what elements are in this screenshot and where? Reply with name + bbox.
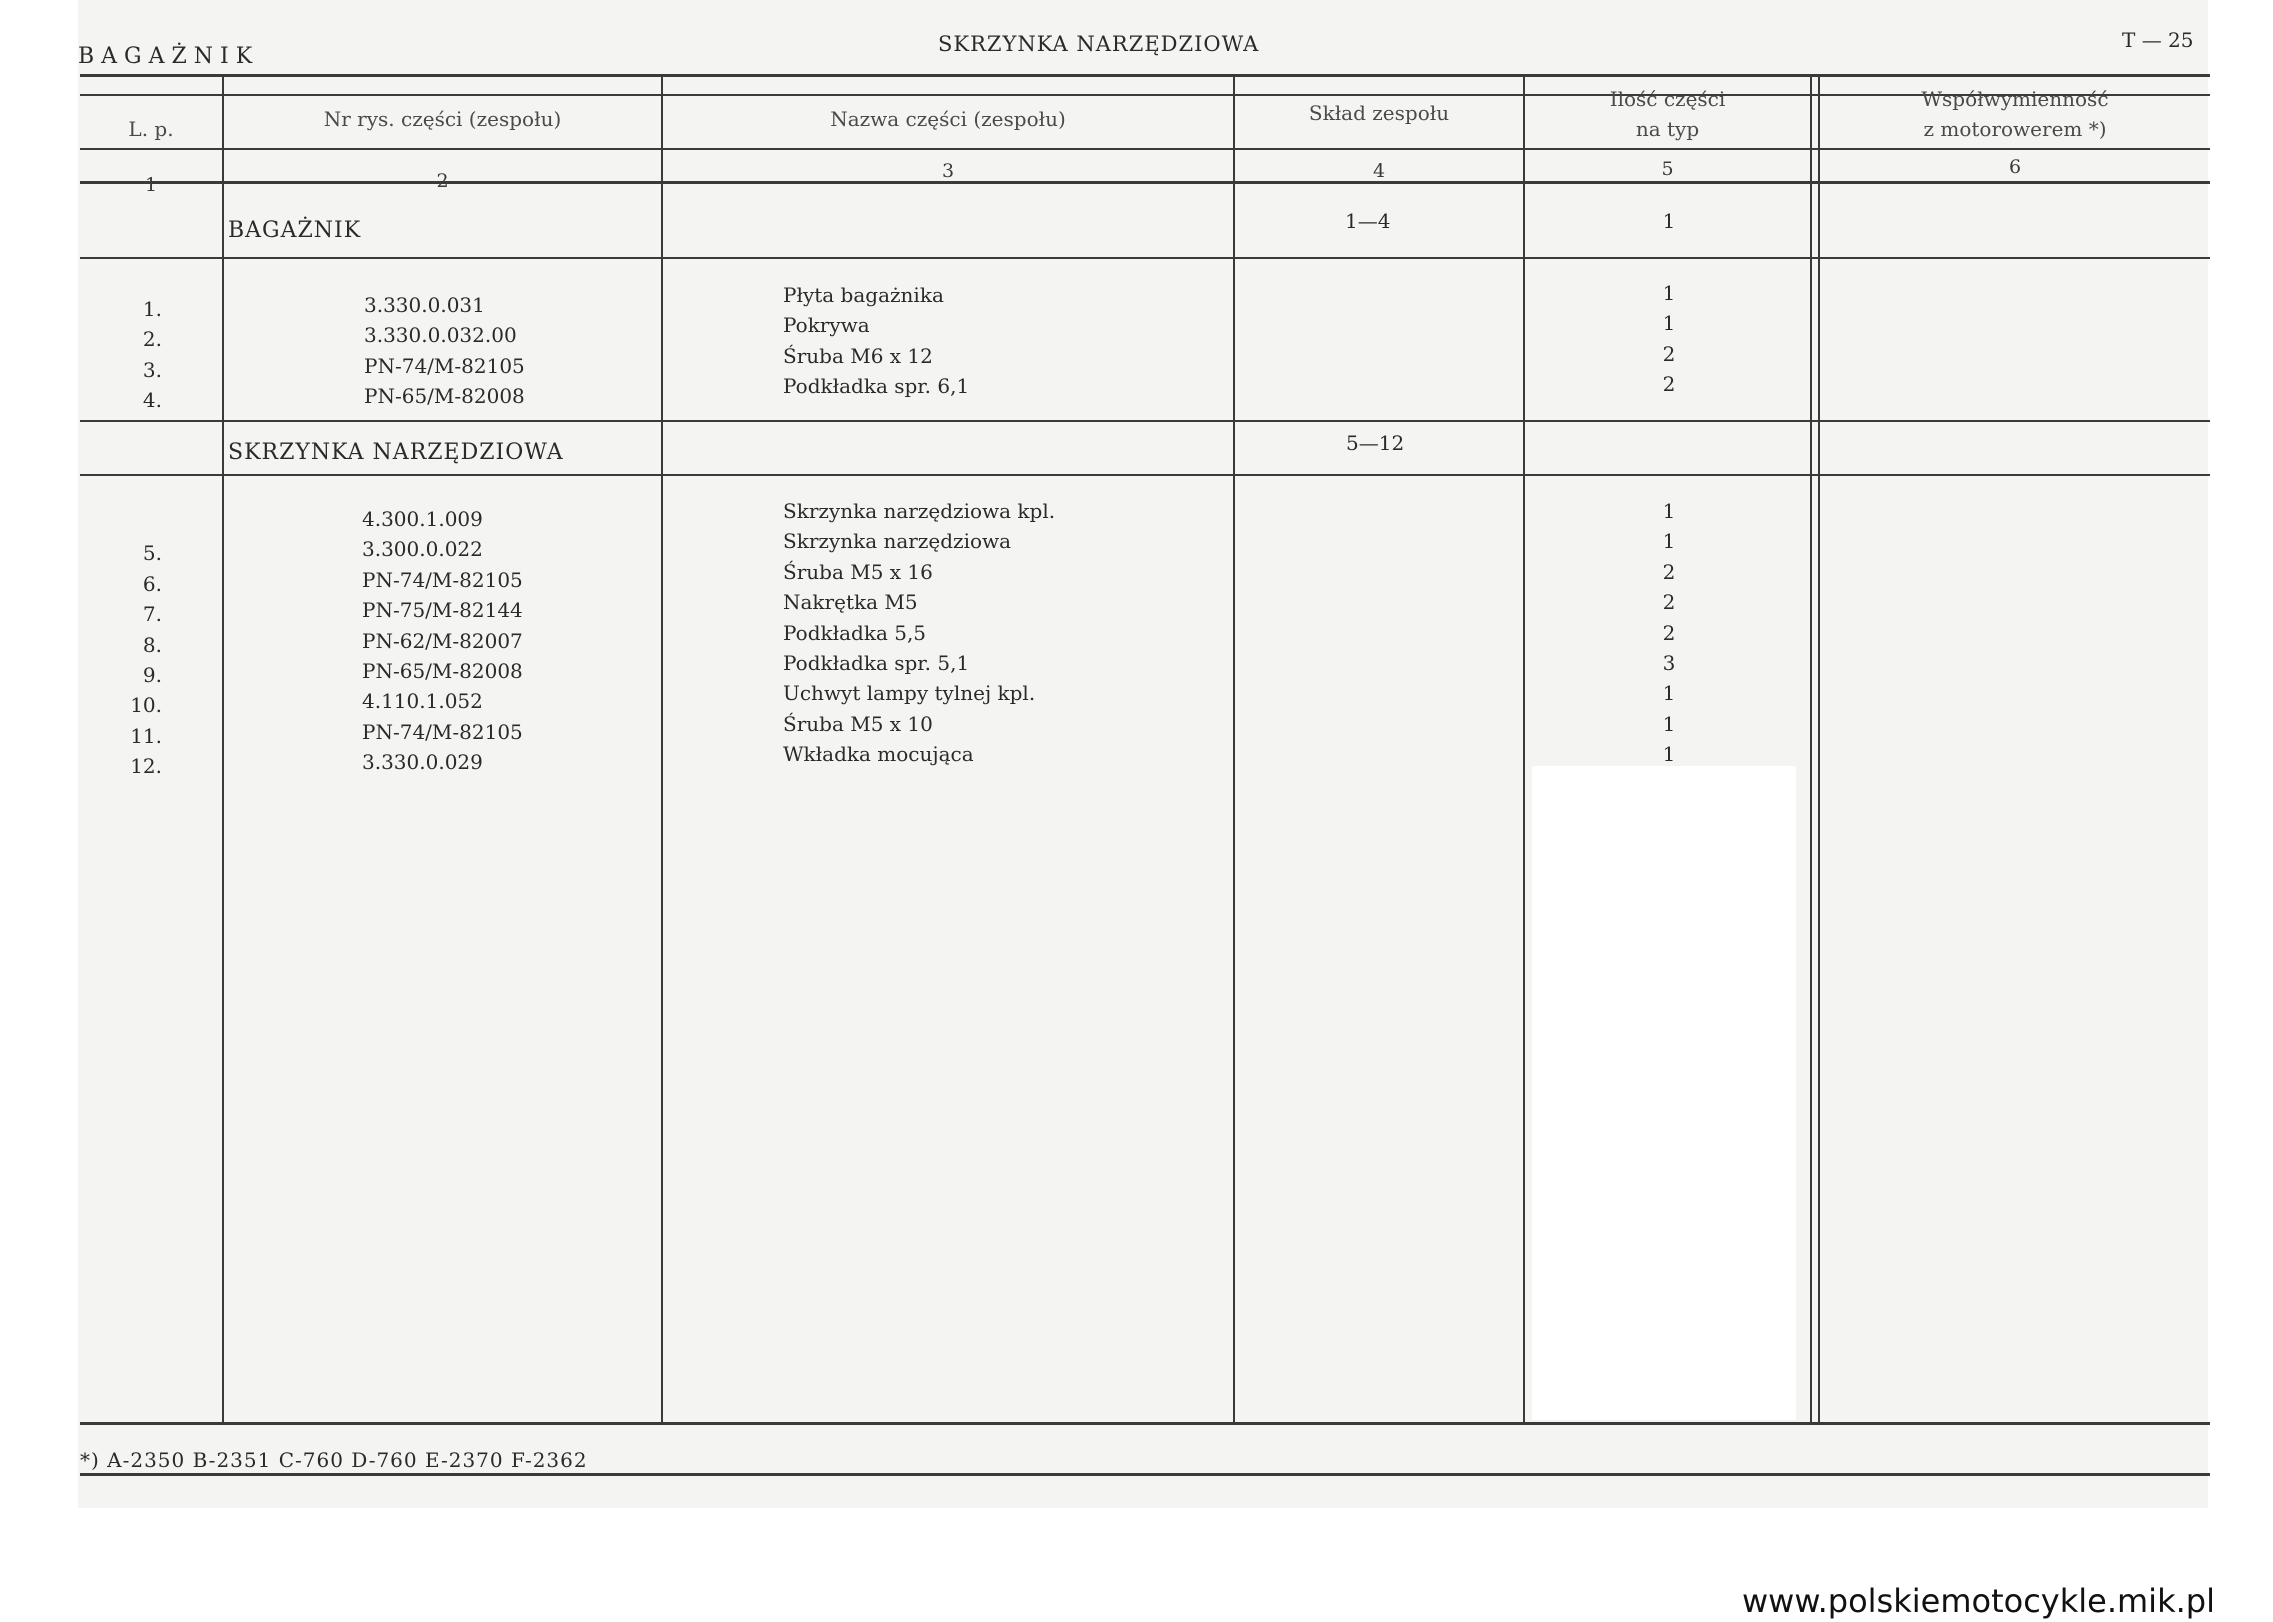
lp-list-group1: [128, 294, 162, 416]
column-header-drawing-no: Nr rys. części (zespołu): [323, 107, 562, 131]
qty-list-group2: [1649, 496, 1689, 770]
column-header-quantity: [1525, 84, 1810, 144]
group-title-skrzynka: SKRZYNKA NARZĘDZIOWA: [228, 440, 564, 465]
lp-cell: 2.: [142, 327, 162, 352]
lp-cell: 11.: [130, 723, 162, 748]
column-divider-2: [661, 76, 663, 1424]
drawing-no-cell: PN-74/M-82105: [362, 567, 523, 592]
footnote: *) A-2350 B-2351 C-760 D-760 E-2370 F-2362: [80, 1448, 588, 1472]
part-name-cell: Podkładka spr. 6,1: [783, 374, 970, 399]
website-url[interactable]: www.polskiemotocykle.mik.pl: [1742, 1582, 2215, 1620]
footer-rule: [80, 1473, 2210, 1476]
group2-top-rule: [80, 420, 2210, 422]
lp-cell: 6.: [142, 571, 162, 596]
lp-cell: 3.: [142, 357, 162, 382]
quantity-cell: 3: [1662, 651, 1676, 676]
column-divider-4: [1523, 76, 1525, 1424]
part-name-cell: Uchwyt lampy tylnej kpl.: [783, 681, 1036, 706]
quantity-cell: 2: [1662, 590, 1676, 615]
part-name-cell: Wkładka mocująca: [783, 742, 974, 767]
group-quantity-bagaznik: 1: [1662, 209, 1676, 233]
column-number-4: 4: [1372, 160, 1386, 182]
column-number-1: 1: [144, 174, 158, 196]
part-name-cell: Skrzynka narzędziowa kpl.: [783, 499, 1056, 523]
column-number-6: 6: [2008, 156, 2022, 178]
name-list-group1: [783, 280, 969, 402]
drawing-list-group2: [362, 504, 523, 778]
lp-cell: 12.: [130, 754, 162, 779]
part-name-cell: Pokrywa: [783, 313, 870, 338]
quantity-cell: 2: [1662, 341, 1676, 366]
name-list-group2: [783, 496, 1055, 770]
quantity-cell: 2: [1662, 559, 1676, 584]
column-divider-3: [1233, 76, 1235, 1424]
column-header-interchangeability-line2: z motorowerem *): [1923, 117, 2107, 141]
part-name-cell: Płyta bagażnika: [783, 283, 944, 307]
lp-cell: 10.: [130, 693, 162, 718]
drawing-no-cell: PN-74/M-82105: [364, 353, 525, 378]
drawing-no-cell: 3.330.0.032.00: [364, 323, 517, 348]
drawing-no-cell: 3.300.0.022: [362, 537, 483, 562]
part-name-cell: Podkładka 5,5: [783, 620, 927, 645]
quantity-cell: 2: [1662, 620, 1676, 645]
quantity-cell: 1: [1662, 281, 1676, 305]
part-name-cell: Podkładka spr. 5,1: [783, 651, 970, 676]
lp-cell: 5.: [142, 541, 162, 566]
top-rule: [80, 74, 2210, 77]
drawing-list-group1: [364, 290, 525, 412]
lp-cell: 7.: [142, 602, 162, 627]
column-header-interchangeability: [1820, 84, 2210, 144]
drawing-no-cell: PN-65/M-82008: [362, 659, 523, 684]
part-name-cell: Śruba M6 x 12: [783, 343, 933, 368]
blank-patch: [1532, 766, 1796, 1420]
drawing-no-cell: PN-62/M-82007: [362, 628, 523, 653]
column-header-quantity-line1: Ilość części: [1609, 87, 1726, 111]
column-number-2: 2: [436, 170, 449, 192]
quantity-cell: 1: [1662, 742, 1676, 767]
part-name-cell: Nakrętka M5: [783, 590, 918, 615]
lp-cell: [122, 508, 162, 538]
drawing-no-cell: 4.110.1.052: [362, 689, 483, 714]
group-composition-bagaznik: 1—4: [1345, 209, 1391, 233]
quantity-cell: 1: [1662, 311, 1676, 336]
part-name-cell: Śruba M5 x 16: [783, 559, 933, 584]
lp-cell: 9.: [142, 663, 162, 688]
quantity-cell: 2: [1662, 372, 1676, 397]
section-title-left: BAGAŻNIK: [78, 44, 260, 69]
page-number: T — 25: [2122, 28, 2194, 52]
quantity-cell: 1: [1662, 529, 1676, 554]
lp-list-group2: [122, 508, 162, 782]
column-header-part-name: Nazwa części (zespołu): [830, 107, 1066, 131]
column-number-5: 5: [1661, 158, 1674, 180]
group2-bottom-rule: [80, 474, 2210, 476]
part-name-cell: Skrzynka narzędziowa: [783, 529, 1012, 554]
column-number-3: 3: [941, 160, 955, 182]
group1-bottom-rule: [80, 257, 2210, 259]
drawing-no-cell: PN-75/M-82144: [362, 598, 523, 623]
column-header-quantity-line2: na typ: [1635, 117, 1700, 141]
drawing-no-cell: PN-65/M-82008: [364, 384, 525, 409]
lp-cell: 8.: [142, 632, 162, 657]
drawing-no-cell: PN-74/M-82105: [362, 719, 523, 744]
column-divider-5b: [1818, 76, 1820, 1424]
drawing-no-cell: 4.300.1.009: [362, 507, 483, 531]
group-composition-skrzynka: 5—12: [1346, 431, 1405, 455]
qty-list-group1: [1649, 278, 1689, 400]
part-name-cell: Śruba M5 x 10: [783, 711, 933, 736]
column-header-composition: Skład zespołu: [1308, 101, 1450, 125]
drawing-no-cell: 3.330.0.031: [364, 293, 485, 317]
group-title-bagaznik: BAGAŻNIK: [228, 218, 362, 243]
lp-cell: 4.: [142, 388, 162, 413]
subheader-rule: [80, 148, 2210, 150]
page-title: SKRZYNKA NARZĘDZIOWA: [938, 32, 1260, 56]
quantity-cell: 1: [1662, 681, 1676, 706]
column-header-interchangeability-line1: Współwymienność: [1921, 87, 2109, 111]
table-bottom-rule: [80, 1422, 2210, 1425]
lp-cell: 1.: [142, 297, 162, 321]
quantity-cell: 1: [1662, 711, 1676, 736]
quantity-cell: 1: [1662, 499, 1676, 523]
column-divider-5a: [1810, 76, 1812, 1424]
drawing-no-cell: 3.330.0.029: [362, 750, 483, 775]
column-header-lp: L. p.: [128, 117, 174, 141]
column-divider-1: [222, 76, 224, 1424]
